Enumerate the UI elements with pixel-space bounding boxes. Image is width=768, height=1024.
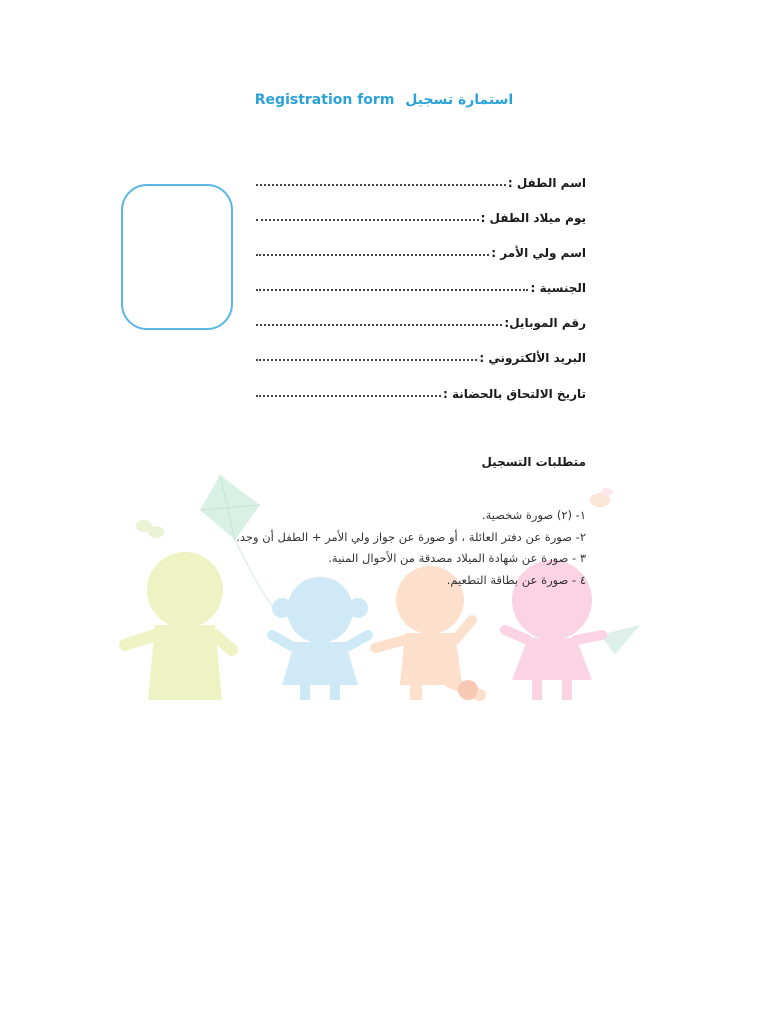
title-english: Registration form <box>254 92 395 108</box>
field-nationality[interactable] <box>256 275 586 295</box>
fill-in-line[interactable] <box>256 254 489 256</box>
list-item: ٢- صورة عن دفتر العائلة ، أو صورة عن جواز ولي الأمر + الطفل أن وجد. <box>236 529 586 544</box>
field-email[interactable] <box>256 345 586 365</box>
fill-in-line[interactable] <box>256 219 479 221</box>
field-child-name[interactable] <box>256 170 586 190</box>
requirements-list <box>166 505 586 591</box>
field-label: البريد الألكتروني : <box>479 351 586 365</box>
list-item: ١- (٢) صورة شخصية. <box>481 508 586 522</box>
photo-placeholder-frame <box>121 184 233 330</box>
field-label: تاريخ الالتحاق بالحضانة : <box>442 387 586 401</box>
title-arabic: استمارة تسجيل <box>405 92 514 108</box>
field-label: اسم ولي الأمر : <box>491 246 586 260</box>
list-item: ٣ - صورة عن شهادة الميلاد مصدقة من الأحوال المنية. <box>328 551 586 565</box>
field-enrollment-date[interactable] <box>256 381 586 401</box>
paper-plane-icon <box>600 625 640 655</box>
fill-in-line[interactable] <box>256 289 528 291</box>
field-label: رقم الموبايل: <box>504 316 586 330</box>
field-child-birthdate[interactable] <box>256 205 586 225</box>
field-label: يوم ميلاد الطفل : <box>480 211 586 225</box>
fill-in-line[interactable] <box>256 324 502 326</box>
list-item: ٤ - صورة عن بطاقة التطعيم. <box>446 572 586 587</box>
page-title <box>0 92 768 108</box>
field-mobile[interactable] <box>256 310 586 330</box>
requirements-title: متطلبات التسجيل <box>481 455 586 469</box>
bee-icon <box>590 488 613 507</box>
field-label: الجنسية : <box>530 281 586 295</box>
field-label: اسم الطفل : <box>507 176 586 190</box>
child-blue-figure <box>272 577 368 700</box>
butterfly-icon <box>136 520 164 538</box>
fill-in-line[interactable] <box>256 184 506 186</box>
fill-in-line[interactable] <box>256 359 477 361</box>
fill-in-line[interactable] <box>256 395 441 397</box>
field-guardian-name[interactable] <box>256 240 586 260</box>
